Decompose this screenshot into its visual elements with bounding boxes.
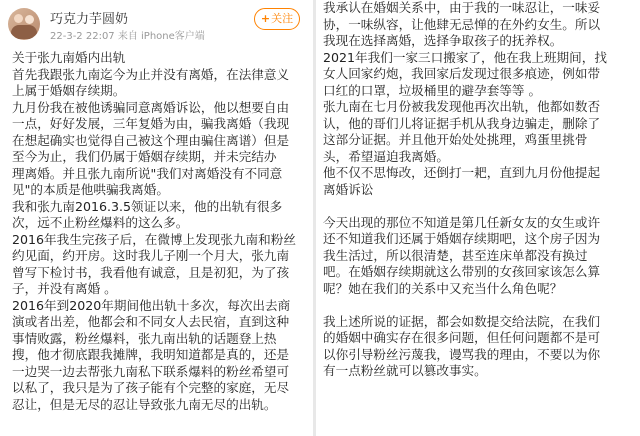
- body-text-line: 有一点粉丝就可以篡改事实。: [323, 363, 487, 378]
- body-text-line: 我现在选择离婚，选择争取孩子的抚养权。: [323, 33, 563, 48]
- body-text-line: [323, 198, 640, 215]
- body-text-line: 他不仅不思悔改，还倒打一耙，直到九月份他提起: [323, 165, 601, 180]
- body-text-line: 这部分证据。并且他开始处处挑理，鸡蛋里挑骨: [323, 132, 588, 147]
- body-text-line: 还不知道我们还属于婚姻存续期吧，这个房子因为: [323, 231, 601, 246]
- body-text-line: 认，他的哥们儿将证据手机从我身边骗走，删除了: [323, 115, 601, 131]
- body-text-line: 张九南在七月份被我发现他再次出轨，他都如数否: [323, 99, 601, 114]
- avatar-face-right: [25, 15, 34, 24]
- post-header: [0, 0, 313, 48]
- post-body-left: [12, 50, 313, 413]
- body-text-line: 在想起确实也觉得自己被这个理由骗住离谱）但是: [12, 132, 290, 148]
- body-text-line: 一边哭一边去帮张九南私下联系爆料的粉丝希望可: [12, 363, 290, 379]
- body-text-line: 一点，好好发展，三年复婚为由，骗我离婚（我现: [12, 116, 290, 131]
- body-text-line: 演或者出差，他都会和不同女人去民宿，直到这种: [12, 314, 290, 329]
- body-text-line: 上属于婚姻存续期。: [12, 83, 126, 98]
- body-text-line: 事情败露，粉丝爆料，张九南出轨的话题登上热: [12, 330, 277, 346]
- avatar[interactable]: [8, 8, 40, 40]
- body-text-line: [323, 297, 640, 314]
- body-text-line: 搜，他才彻底跟我摊牌，我明知道都是真的，还是: [12, 347, 290, 362]
- body-text-line: 离婚诉讼: [323, 181, 374, 197]
- body-text-line: 子，并没有离婚 。: [12, 281, 117, 296]
- body-text-line: 女人回家约炮，我回家后发现过很多痕迹，例如带: [323, 66, 601, 81]
- body-text-line: 2016年我生完孩子后，在微博上发现张九南和粉丝: [12, 231, 296, 247]
- username[interactable]: 巧克力芋圆奶: [50, 12, 129, 27]
- follow-label: 关注: [271, 12, 294, 25]
- body-text-line: 曾写下检讨书，我看他有诚意，且是初犯，为了孩: [12, 264, 290, 280]
- body-text-line: 吧。在婚姻存续期就这么带别的女孩回家该怎么算: [323, 264, 601, 279]
- right-post-panel: [316, 0, 640, 436]
- body-text-line: 次，远不止粉丝爆料的这么多。: [12, 215, 189, 230]
- avatar-face-left: [14, 14, 23, 23]
- body-text-line: 以私了，我只是为了孩子能有个完整的家庭，无尽: [12, 380, 290, 395]
- body-text-line: 今天出现的那位不知道是第几任新女友的女生或许: [323, 214, 601, 230]
- body-text-line: 理离婚。并且张九南所说"我们对离婚没有不同意: [12, 165, 283, 181]
- post-body-right: [323, 0, 640, 380]
- body-text-line: 我生活过，所以很清楚，甚至连床单都没有换过: [323, 247, 588, 263]
- left-post-panel: [0, 0, 313, 436]
- follow-button[interactable]: [254, 8, 300, 30]
- body-text-line: 我承认在婚姻关系中，由于我的一味忍让，一味妥: [323, 0, 601, 15]
- body-text-line: 以你引导粉丝污蔑我，谩骂我的理由，不要以为你: [323, 346, 601, 362]
- body-text-line: 九月份我在被他诱骗同意离婚诉讼，他以想要自由: [12, 99, 290, 115]
- avatar-body: [11, 25, 37, 39]
- body-text-line: 首先我跟张九南迄今为止并没有离婚，在法律意义: [12, 66, 290, 82]
- body-text-line: 我和张九南2016.3.5领证以来，他的出轨有很多: [12, 198, 283, 214]
- body-text-line: 口红的口罩，垃圾桶里的避孕套等等 。: [323, 82, 542, 98]
- body-text-line: 约见面，约开房。这时我儿子刚一个月大，张九南: [12, 248, 290, 263]
- body-text-line: 2016年到2020年期间他出轨十多次，每次出去商: [12, 297, 291, 313]
- plus-icon: +: [260, 12, 271, 25]
- body-text-line: 我上述所说的证据，都会如数提交给法院，在我们: [323, 313, 601, 329]
- body-text-line: 见"的本质是他哄骗我离婚。: [12, 182, 169, 197]
- body-text-line: 呢？她在我们的关系中又充当什么角色呢？: [323, 280, 563, 296]
- body-text-line: 协，一味纵容，让他肆无忌惮的在外约女生。所以: [323, 16, 601, 32]
- body-text-line: 2021年我们一家三口搬家了，他在我上班期间，找: [323, 49, 607, 65]
- body-text-line: 的婚姻中确实存在很多问题，但任何问题都不是可: [323, 330, 601, 345]
- body-text-line: 至今为止，我们仍属于婚姻存续期，并未完结办: [12, 149, 277, 164]
- body-text-line: 忍让，但是无尽的忍让导致张九南无尽的出轨。: [12, 396, 277, 412]
- post-meta: 22-3-2 22:07 来自 iPhone客户端: [50, 31, 205, 42]
- body-text-line: 头，希望逼迫我离婚。: [323, 148, 449, 164]
- body-text-line: 关于张九南婚内出轨: [12, 50, 126, 65]
